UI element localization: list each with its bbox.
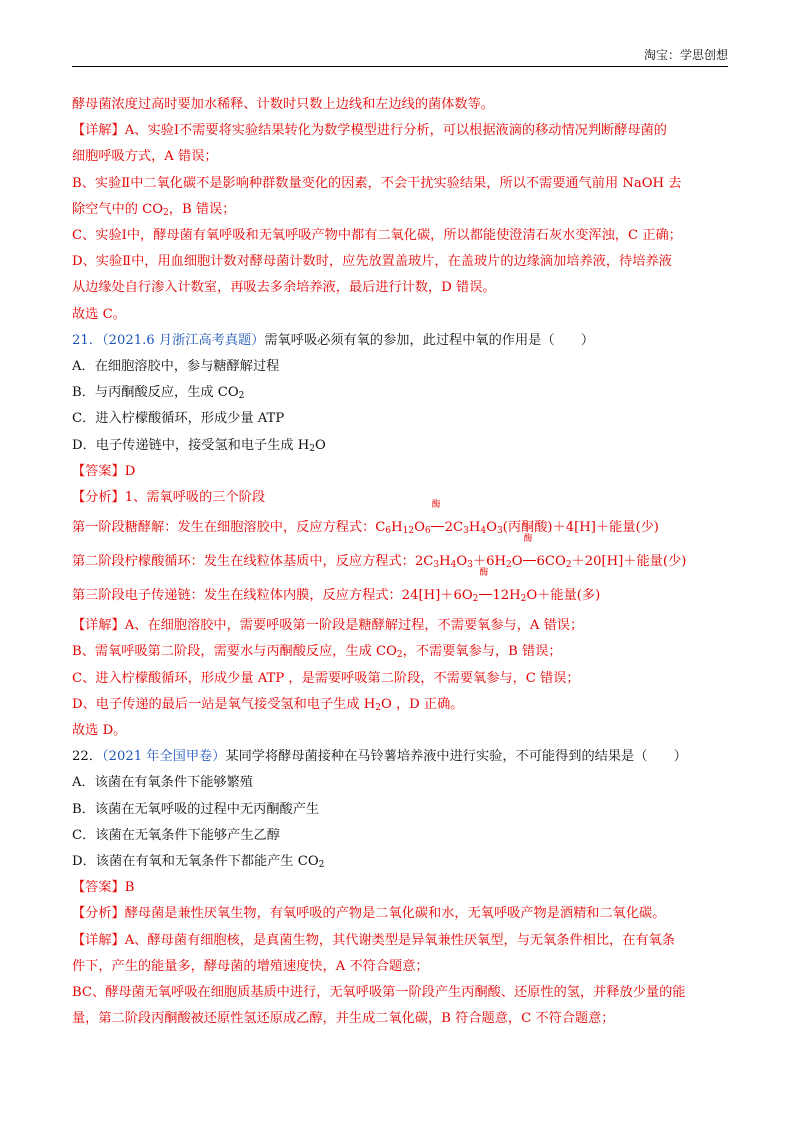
reaction-arrow-icon: 酶 bbox=[523, 545, 537, 579]
answer-line: 【答案】D bbox=[72, 463, 136, 479]
explanation-line: 【详解】A、在细胞溶胶中，需要呼吸第一阶段是糖酵解过程，不需要氧参与，A 错误； bbox=[72, 618, 584, 634]
explanation-line: 【详解】A、酵母菌有细胞核，是真菌生物，其代谢类型是异氧兼性厌氧型，与无氧条件相比，在有氧条 bbox=[72, 932, 675, 948]
text-line: 从边缘处自行渗入计数室，再吸去多余培养液，最后进行计数，D 错误。 bbox=[72, 280, 496, 296]
option-c: C．进入柠檬酸循环，形成少量 ATP bbox=[72, 411, 285, 427]
explanation-line: B、需氧呼吸第二阶段，需要水与丙酮酸反应，生成 $CO_2$，不需要氧参与，B 错误； bbox=[72, 644, 562, 661]
analysis-line: 【分析】酵母菌是兼性厌氧生物，有氧呼吸的产物是二氧化碳和水，无氧呼吸产物是酒精和二氧化碳。 bbox=[72, 906, 666, 922]
explanation-line: C、进入柠檬酸循环，形成少量 ATP ，是需要呼吸第二阶段，不需要氧参与，C 错误； bbox=[72, 670, 580, 686]
text-line: 细胞呼吸方式，A 错误； bbox=[72, 149, 218, 165]
text-line: 【详解】A、实验Ⅰ不需要将实验结果转化为数学模型进行分析，可以根据液滴的移动情况判断酵母菌的 bbox=[72, 123, 667, 139]
reaction-arrow-icon: 酶 bbox=[478, 579, 492, 613]
header-shop-label: 淘宝：学思创想 bbox=[643, 48, 728, 62]
reaction-arrow-icon: 酶 bbox=[431, 511, 445, 545]
text-line: B、实验Ⅱ中二氧化碳不是影响种群数量变化的因素，不会干扰实验结果，所以不需要通气前用 NaOH 去 bbox=[72, 175, 682, 191]
page-header bbox=[72, 40, 728, 67]
stage-3-equation: 第三阶段电子传递链：发生在线粒体内膜，反应方程式：$24[H]+6O_2$ 酶 $12H_2O+$能量(多) bbox=[72, 579, 730, 613]
text-line: 除空气中的 $CO_2$，B 错误； bbox=[72, 201, 236, 218]
explanation-line: 件下，产生的能量多，酵母菌的增殖速度快，A 不符合题意； bbox=[72, 958, 429, 974]
explanation-line: BC、酵母菌无氧呼吸在细胞质基质中进行，无氧呼吸第一阶段产生丙酮酸、还原性的氢，并释放少量的能 bbox=[72, 985, 686, 1001]
option-c: C．该菌在无氧条件下能够产生乙醇 bbox=[72, 827, 280, 843]
option-a: A．该菌在有氧条件下能够繁殖 bbox=[72, 775, 253, 791]
question-number: 21． bbox=[72, 332, 102, 348]
explanation-line: D、电子传递的最后一站是氧气接受氢和电子生成 $H_2O$ ，D 正确。 bbox=[72, 696, 464, 713]
question-source: （2021.6 月浙江高考真题） bbox=[101, 332, 265, 348]
text-line: 酵母菌浓度过高时要加水稀释、计数时只数上边线和左边线的菌体数等。 bbox=[72, 97, 494, 112]
option-d: D．电子传递链中，接受氢和电子生成 $H_2O$ bbox=[72, 437, 326, 454]
stage-1-equation: 第一阶段糖酵解：发生在细胞溶胶中，反应方程式：$C_6H_{12}O_6$ 酶 $2C_3H_4O_3$(丙酮酸)＋4[H]＋能量(少) bbox=[72, 511, 730, 545]
text-line: C、实验Ⅰ中，酵母菌有氧呼吸和无氧呼吸产物中都有二氧化碳，所以都能使澄清石灰水变浑浊，C 正确； bbox=[72, 228, 682, 244]
question-21-stem: 21．（2021.6 月浙江高考真题）需氧呼吸必须有氧的参加，此过程中氧的作用是（ ） bbox=[72, 332, 595, 348]
conclusion-line: 故选 D。 bbox=[72, 723, 127, 739]
question-22-stem: 22．（2021 年全国甲卷）某同学将酵母菌接种在马铃薯培养液中进行实验，不可能得到的结果是（ ） bbox=[72, 749, 687, 765]
question-number: 22． bbox=[72, 749, 102, 765]
page-content bbox=[72, 92, 730, 1033]
conclusion-line: 故选 C。 bbox=[72, 306, 126, 322]
stage-2-equation: 第二阶段柠檬酸循环：发生在线粒体基质中，反应方程式：$2C_3H_4O_3+6H_2O$ 酶 $6CO_2+20[H]+$能量(少) bbox=[72, 545, 730, 579]
option-b: B．该菌在无氧呼吸的过程中无丙酮酸产生 bbox=[72, 801, 320, 817]
option-a: A．在细胞溶胶中，参与糖酵解过程 bbox=[72, 359, 280, 375]
question-source: （2021 年全国甲卷） bbox=[101, 749, 226, 765]
text-line: D、实验Ⅱ中，用血细胞计数对酵母菌计数时，应先放置盖玻片，在盖玻片的边缘滴加培养液，待培养液 bbox=[72, 254, 672, 270]
analysis-heading: 【分析】1、需氧呼吸的三个阶段 bbox=[72, 490, 266, 506]
explanation-line: 量，第二阶段丙酮酸被还原性氢还原成乙醇，并生成二氧化碳，B 符合题意，C 不符合题意； bbox=[72, 1011, 615, 1027]
option-d: D．该菌在有氧和无氧条件下都能产生 $CO_2$ bbox=[72, 854, 325, 871]
answer-line: 【答案】B bbox=[72, 880, 135, 896]
option-b: B．与丙酮酸反应，生成 $CO_2$ bbox=[72, 385, 245, 402]
